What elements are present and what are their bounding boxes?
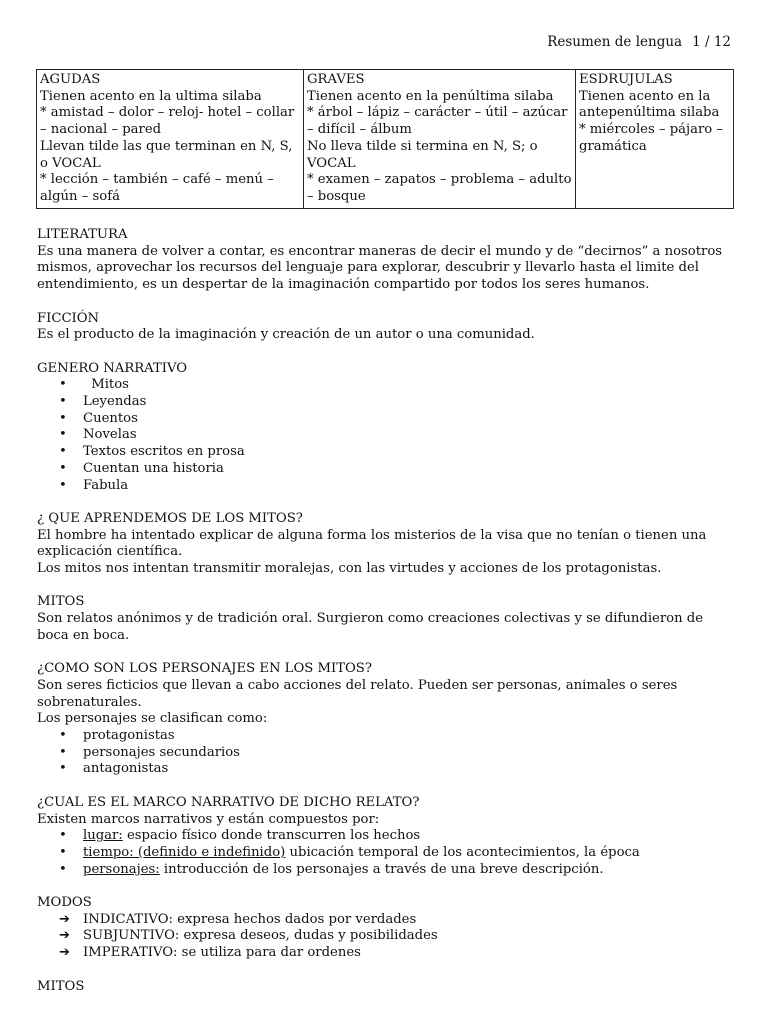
section-heading: MODOS [37,895,92,911]
list-item: • protagonistas [37,728,737,745]
term: personajes: [83,861,160,877]
bullet-list [37,377,737,494]
list-item: • Cuentos [37,411,737,428]
list-item [37,828,737,845]
section-modos [37,895,737,962]
section-heading: GENERO NARRATIVO [37,360,188,376]
arrow-right-icon: ➔ [59,928,70,944]
section-marco-narrativo [37,795,737,879]
section-ficcion [37,311,737,344]
term-description: ubicación temporal de los acontecimientos, la época [285,844,640,860]
paragraph: El hombre ha intentado explicar de alguna forma los misterios de la visa que no tenían o tienen una explicación científica. [37,527,707,560]
section-heading: MITOS [37,978,85,994]
list-item: • personajes secundarios [37,745,737,762]
section-literatura [37,227,737,294]
list-item [37,862,737,879]
paragraph: Es el producto de la imaginación y creación de un autor o una comunidad. [37,327,535,343]
section-personajes [37,661,737,778]
paragraph: Es una manera de volver a contar, es encontrar maneras de decir el mundo y de “decirnos” a nosotros mismos, aprovechar los recursos del lenguaje para explorar, descubrir y llevarlo hasta el limite del entendimiento, es un despertar de la imaginación compartido por todos los seres humanos. [37,243,723,293]
esdrujulas-cell [576,70,734,209]
bullet-list [37,828,737,878]
term-description: espacio físico donde transcurren los hechos [122,828,421,844]
agudas-cell [37,70,304,209]
cell-line: Tienen acento en la penúltima silaba [307,88,554,104]
paragraph: Los mitos nos intentan transmitir moralejas, con las virtudes y acciones de los protagonistas. [37,561,662,577]
bullet-list [37,728,737,778]
cell-line: * miércoles – pájaro – gramática [579,122,723,154]
document-body [37,227,737,1012]
cell-line: * amistad – dolor – reloj- hotel – collar – nacional – pared [40,105,295,138]
page-header [547,34,731,51]
term: tiempo: (definido e indefinido) [83,844,286,860]
paragraph: Son relatos anónimos y de tradición oral. Surgieron como creaciones colectivas y se difundieron de boca en boca. [37,611,704,643]
section-heading: ¿COMO SON LOS PERSONAJES EN LOS MITOS? [37,661,372,677]
section-mitos [37,594,737,644]
section-heading: ¿CUAL ES EL MARCO NARRATIVO DE DICHO RELATO? [37,794,420,810]
section-heading: FICCIÓN [37,310,100,326]
cell-line: Tienen acento en la antepenúltima silaba [579,88,720,121]
paragraph: Son seres ficticios que llevan a cabo acciones del relato. Pueden ser personas, animales o seres sobrenaturales. [37,677,678,710]
list-item: ➔ INDICATIVO: expresa hechos dados por verdades [59,911,417,927]
document-title: Resumen de lengua [547,34,683,50]
list-item: • Textos escritos en prosa [37,444,737,461]
term-description: introducción de los personajes a través de una breve descripción. [159,861,604,877]
section-heading: MITOS [37,594,85,610]
arrow-right-icon: ➔ [59,911,70,927]
list-item: ➔ IMPERATIVO: se utiliza para dar ordenes [59,945,361,961]
cell-line: Llevan tilde las que terminan en N, S, o VOCAL [40,138,293,171]
list-item: ➔ SUBJUNTIVO: expresa deseos, dudas y posibilidades [59,928,438,944]
cell-line: * lección – también – café – menú – algún – sofá [40,172,274,204]
cell-line: * examen – zapatos – problema – adulto – bosque [307,172,572,204]
section-heading: ¿ QUE APRENDEMOS DE LOS MITOS? [37,510,303,526]
paragraph: Los personajes se clasifican como: [37,711,268,727]
cell-line: * árbol – lápiz – carácter – útil – azúcar – difícil – álbum [307,105,568,138]
cell-line: Tienen acento en la ultima silaba [40,88,262,104]
section-que-aprendemos [37,511,737,578]
cell-line: GRAVES [307,72,365,87]
list-item: • Mitos [37,377,737,394]
section-genero-narrativo [37,361,737,495]
arrow-right-icon: ➔ [59,945,70,961]
cell-line: No lleva tilde si termina en N, S; o VOCAL [307,138,538,171]
accent-table [36,69,734,209]
list-item [37,845,737,862]
list-item: • Novelas [37,427,737,444]
list-item: • Cuentan una historia [37,461,737,478]
section-mitos-2 [37,979,737,996]
graves-cell [304,70,576,209]
cell-line: AGUDAS [40,72,101,87]
arrow-list [37,912,737,962]
term: lugar: [83,828,123,844]
paragraph: Existen marcos narrativos y están compuestos por: [37,811,380,827]
page-number: 1 / 12 [692,34,731,50]
list-item: • Leyendas [37,394,737,411]
list-item: • antagonistas [37,761,737,778]
list-item: • Fabula [37,478,737,495]
cell-line: ESDRUJULAS [579,72,673,87]
section-heading: LITERATURA [37,227,128,242]
